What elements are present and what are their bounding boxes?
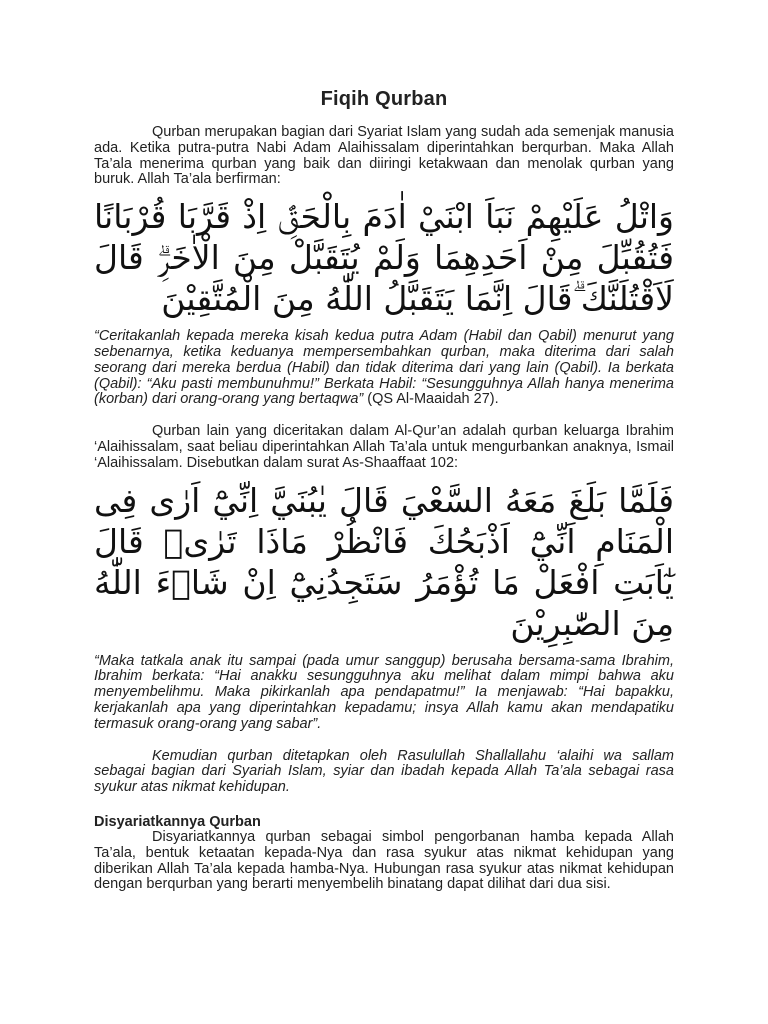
- spacer: [94, 733, 674, 749]
- intro-paragraph: Qurban merupakan bagian dari Syariat Islam yang sudah ada semenjak manusia ada. Ketika putra-putra Nabi Adam Alaihissalam diperintahkan berqurban. Maka Allah Ta’ala menerima qurban yang baik dan diiringi ketakwaan dan menolak qurban yang buruk. Allah Ta’ala berfirman:: [94, 124, 674, 188]
- spacer: [94, 796, 674, 814]
- translation-al-maaidah-27: [94, 329, 674, 408]
- page-title: Fiqih Qurban: [320, 88, 448, 110]
- spacer: [94, 408, 674, 424]
- section-heading: Disyariatkannya Qurban: [94, 813, 261, 830]
- translation-as-shaaffaat-102: “Maka tatkala anak itu sampai (pada umur sanggup) berusaha bersama-sama Ibrahim, Ibrahim berkata: “Hai anakku sesungguhnya aku melihat dalam mimpi bahwa aku menyembelihmu. Maka pikirkanlah apa pendapatmu!” Ia menjawab: “Hai bapakku, kerjakanlah apa yang diperintahkan kepadamu; insya Allah kamu akan mendapatiku termasuk orang-orang yang sabar”.: [94, 652, 674, 732]
- verse-reference: (QS Al-Maaidah 27).: [363, 391, 499, 408]
- ibrahim-intro-paragraph: Qurban lain yang diceritakan dalam Al-Qur’an adalah qurban keluarga Ibrahim ‘Alaihissalam, saat beliau diperintahkan Allah Ta’ala untuk mengurbankan anaknya, Ismail ‘Alaihissalam. Disebutkan dalam surat As-Shaaffaat 102:: [94, 423, 674, 471]
- translation-text: “Ceritakanlah kepada mereka kisah kedua putra Adam (Habil dan Qabil) menurut yang sebenarnya, ketika keduanya mempersembahkan qurban, maka diterima dari salah seorang dari mereka berdua (Habil) dan tidak diterima dari yang lain (Qabil). Ia berkata (Qabil): “Aku pasti membunuhmu!” Berkata Habil: “Sesungguhnya Allah hanya menerima (korban) dari orang-orang yang bertaqwa”: [94, 328, 674, 408]
- quran-verse-as-shaaffaat-102: فَلَمَّا بَلَغَ مَعَهُ السَّعْيَ قَالَ يٰبُنَيَّ اِنِّيْٓ اَرٰى فِى الْمَنَامِ اَنِّيْٓ اَذْبَحُكَ فَانْظُرْ مَاذَا تَرٰىۗ قَالَ يٰٓاَبَتِ افْعَلْ مَا تُؤْمَرُ سَتَجِدُنِيْٓ اِنْ شَاۤءَ اللّٰهُ مِنَ الصّٰبِرِيْنَ: [94, 480, 674, 643]
- section-paragraph: Disyariatkannya qurban sebagai simbol pengorbanan hamba kepada Allah Ta’ala, bentuk ketaatan kepada-Nya dan rasa syukur atas nikmat kehidupan yang diberikan Allah Ta’ala kepada hamba-Nya. Hubungan rasa syukur atas nikmat kehidupan dengan berqurban yang berarti menyembelih binatang dapat dilihat dari dua sisi.: [94, 828, 674, 893]
- quran-verse-al-maaidah-27: وَاتْلُ عَلَيْهِمْ نَبَاَ ابْنَيْ اٰدَمَ بِالْحَقِّۘ اِذْ قَرَّبَا قُرْبَانًا فَتُقُبِّلَ مِنْ اَحَدِهِمَا وَلَمْ يُتَقَبَّلْ مِنَ الْاٰخَرِۗ قَالَ لَاَقْتُلَنَّكَ ۗقَالَ اِنَّمَا يَتَقَبَّلُ اللّٰهُ مِنَ الْمُتَّقِيْنَ: [94, 197, 674, 319]
- rasulullah-paragraph: Kemudian qurban ditetapkan oleh Rasulullah Shallallahu ‘alaihi wa sallam sebagai bagian dari Syariah Islam, syiar dan ibadah kepada Allah Ta’ala sebagai rasa syukur atas nikmat kehidupan.: [94, 747, 674, 796]
